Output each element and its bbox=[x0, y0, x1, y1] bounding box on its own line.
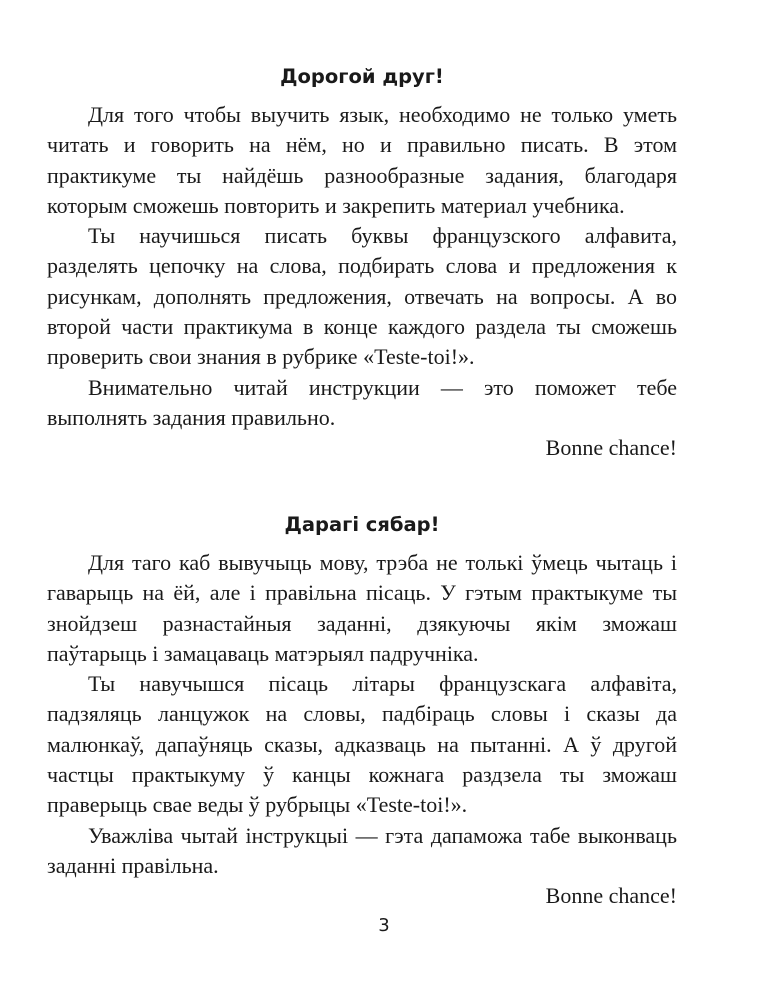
page-number: 3 bbox=[378, 915, 390, 936]
paragraph: Внимательно читай инструкции — это поможет тебе выполнять задания правильно. bbox=[47, 374, 677, 430]
paragraph: Для того чтобы выучить язык, необходимо не только уметь читать и говорить на нём, но и правильно писать. В этом практикуме ты найдёшь разнообразные задания, благодаря которым сможешь повторить и закрепить материал учебника. bbox=[47, 102, 677, 218]
section-heading: Дорогой друг! bbox=[280, 65, 444, 88]
paragraph: Уважліва чытай інструкцыі — гэта дапаможа табе выконваць заданні правільна. bbox=[47, 822, 677, 878]
section-russian bbox=[47, 62, 677, 464]
paragraph: Для таго каб вывучыць мову, трэба не толькі ўмець чытаць і гаварыць на ёй, але і правільна пісаць. У гэтым практыкуме ты знойдзеш разнастайныя заданні, дзякуючы якім зможаш паўтарыць і замацаваць матэрыял падручніка. bbox=[47, 550, 677, 666]
section-belarusian bbox=[47, 510, 677, 912]
paragraph: Ты навучышся пісаць літары французскага алфавіта, падзяляць ланцужок на словы, падбіраць словы і сказы да малюнкаў, дапаўняць сказы, адказваць на пытанні. А ў другой частцы практыкуму ў канцы кожнага раздзела ты зможаш праверыць свае веды ў рубрыцы «Teste-toi!». bbox=[47, 671, 677, 818]
section-heading: Дарагі сябар! bbox=[284, 513, 440, 536]
page-content bbox=[47, 62, 677, 909]
signoff: Bonne chance! bbox=[545, 435, 677, 461]
signoff: Bonne chance! bbox=[545, 883, 677, 909]
paragraph: Ты научишься писать буквы французского алфавита, разделять цепочку на слова, подбирать слова и предложения к рисункам, дополнять предложения, отвечать на вопросы. А во второй части практикума в конце каждого раздела ты сможешь проверить свои знания в рубрике «Teste-toi!». bbox=[47, 223, 677, 370]
